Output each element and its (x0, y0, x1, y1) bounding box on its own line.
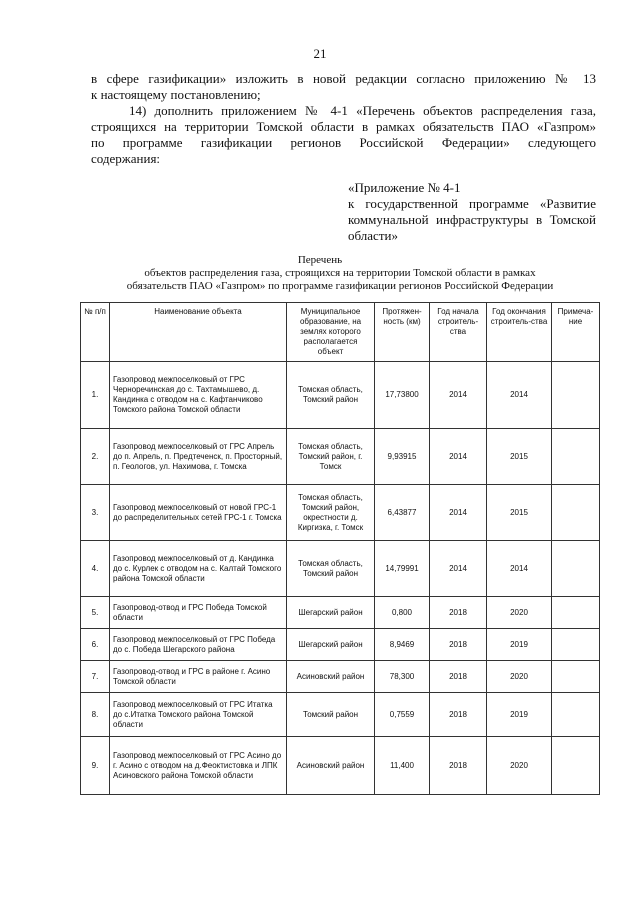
cell-name: Газопровод межпоселковый от ГРС Черноречинская до с. Тахтамышево, д. Кандинка с отводом на с. Кафтанчиково Томского района Томской области (110, 362, 287, 429)
cell-note (552, 661, 600, 693)
cell-region: Томский район (287, 693, 375, 737)
cell-name: Газопровод-отвод и ГРС в районе г. Асино Томской области (110, 661, 287, 693)
cell-end-year: 2020 (487, 737, 552, 795)
cell-start-year: 2018 (430, 597, 487, 629)
cell-name: Газопровод межпоселковый от ГРС Итатка до с.Итатка Томского района Томской области (110, 693, 287, 737)
table-row (81, 597, 600, 629)
cell-start-year: 2014 (430, 485, 487, 541)
cell-note (552, 485, 600, 541)
table-row (81, 362, 600, 429)
cell-note (552, 629, 600, 661)
cell-length: 8,9469 (375, 629, 430, 661)
cell-name: Газопровод межпоселковый от новой ГРС-1 до распределительных сетей ГРС-1 г. Томска (110, 485, 287, 541)
cell-end-year: 2020 (487, 661, 552, 693)
objects-table (80, 302, 600, 795)
list-subtitle (80, 267, 600, 293)
cell-name: Газопровод межпоселковый от ГРС Победа до с. Победа Шегарского района (110, 629, 287, 661)
table-header-row (81, 303, 600, 362)
intro-line: по программе газификации регионов Российской Федерации» следующего (91, 135, 596, 150)
cell-region: Шегарский район (287, 597, 375, 629)
cell-end-year: 2014 (487, 362, 552, 429)
cell-end-year: 2014 (487, 541, 552, 597)
intro-line: 14) дополнить приложением № 4-1 «Перечень объектов распределения газа, (129, 103, 596, 118)
cell-start-year: 2018 (430, 737, 487, 795)
intro-line: строящихся на территории Томской области в рамках обязательств ПАО «Газпром» (91, 119, 596, 134)
cell-start-year: 2018 (430, 629, 487, 661)
cell-length: 0,7559 (375, 693, 430, 737)
cell-end-year: 2015 (487, 485, 552, 541)
cell-note (552, 362, 600, 429)
cell-num: 6. (81, 629, 110, 661)
cell-num: 7. (81, 661, 110, 693)
table-row (81, 541, 600, 597)
header-region: Муниципальное образование, на землях которого располагается объект (287, 303, 375, 362)
cell-region: Томская область, Томский район, г. Томск (287, 429, 375, 485)
cell-region: Томская область, Томский район, окрестности д. Киргизка, г. Томск (287, 485, 375, 541)
header-num: № п/п (81, 303, 110, 362)
cell-end-year: 2020 (487, 597, 552, 629)
cell-start-year: 2018 (430, 693, 487, 737)
appendix-header (348, 180, 596, 244)
cell-start-year: 2014 (430, 429, 487, 485)
cell-length: 9,93915 (375, 429, 430, 485)
cell-note (552, 429, 600, 485)
cell-start-year: 2014 (430, 541, 487, 597)
header-note: Примеча-ние (552, 303, 600, 362)
cell-end-year: 2019 (487, 693, 552, 737)
cell-start-year: 2018 (430, 661, 487, 693)
intro-line: содержания: (91, 151, 161, 166)
header-name: Наименование объекта (110, 303, 287, 362)
appendix-line: области» (348, 228, 398, 243)
cell-length: 78,300 (375, 661, 430, 693)
cell-region: Шегарский район (287, 629, 375, 661)
cell-region: Томская область, Томский район (287, 362, 375, 429)
cell-end-year: 2015 (487, 429, 552, 485)
list-title: Перечень (297, 254, 343, 266)
cell-num: 5. (81, 597, 110, 629)
cell-length: 11,400 (375, 737, 430, 795)
cell-name: Газопровод межпоселковый от д. Кандинка до с. Курлек с отводом на с. Калтай Томского района Томской области (110, 541, 287, 597)
cell-start-year: 2014 (430, 362, 487, 429)
cell-note (552, 693, 600, 737)
cell-num: 8. (81, 693, 110, 737)
cell-end-year: 2019 (487, 629, 552, 661)
cell-num: 9. (81, 737, 110, 795)
table-row (81, 693, 600, 737)
cell-region: Асиновский район (287, 661, 375, 693)
cell-num: 4. (81, 541, 110, 597)
appendix-line: «Приложение № 4-1 (348, 180, 461, 195)
cell-num: 2. (81, 429, 110, 485)
cell-length: 17,73800 (375, 362, 430, 429)
list-subtitle-line: объектов распределения газа, строящихся на территории Томской области в рамках (144, 267, 536, 279)
list-subtitle-line: обязательств ПАО «Газпром» по программе газификации регионов Российской Федерации (126, 280, 554, 292)
cell-note (552, 737, 600, 795)
table-row (81, 429, 600, 485)
cell-region: Асиновский район (287, 737, 375, 795)
header-start-year: Год начала строитель-ства (430, 303, 487, 362)
cell-note (552, 541, 600, 597)
intro-line: в сфере газификации» изложить в новой редакции согласно приложению № 13 (91, 71, 596, 86)
cell-region: Томская область, Томский район (287, 541, 375, 597)
cell-name: Газопровод-отвод и ГРС Победа Томской области (110, 597, 287, 629)
cell-length: 14,79991 (375, 541, 430, 597)
table-row (81, 629, 600, 661)
cell-length: 0,800 (375, 597, 430, 629)
table-row (81, 485, 600, 541)
table-row (81, 661, 600, 693)
page-number: 21 (313, 46, 327, 61)
cell-name: Газопровод межпоселковый от ГРС Асино до г. Асино с отводом на д.Феоктистовка и ЛПК Асиновского района Томской области (110, 737, 287, 795)
table-row (81, 737, 600, 795)
cell-num: 1. (81, 362, 110, 429)
intro-paragraph-14 (91, 103, 596, 167)
intro-paragraph-13 (91, 71, 596, 103)
appendix-line: коммунальной инфраструктуры в Томской (348, 212, 596, 227)
intro-line: к настоящему постановлению; (91, 87, 261, 102)
header-end-year: Год окончания строитель-ства (487, 303, 552, 362)
appendix-line: к государственной программе «Развитие (348, 196, 596, 211)
header-length: Протяжен-ность (км) (375, 303, 430, 362)
cell-length: 6,43877 (375, 485, 430, 541)
cell-note (552, 597, 600, 629)
cell-name: Газопровод межпоселковый от ГРС Апрель до п. Апрель, п. Предтеченск, п. Просторный, п. Геологов, ул. Нахимова, г. Томска (110, 429, 287, 485)
cell-num: 3. (81, 485, 110, 541)
